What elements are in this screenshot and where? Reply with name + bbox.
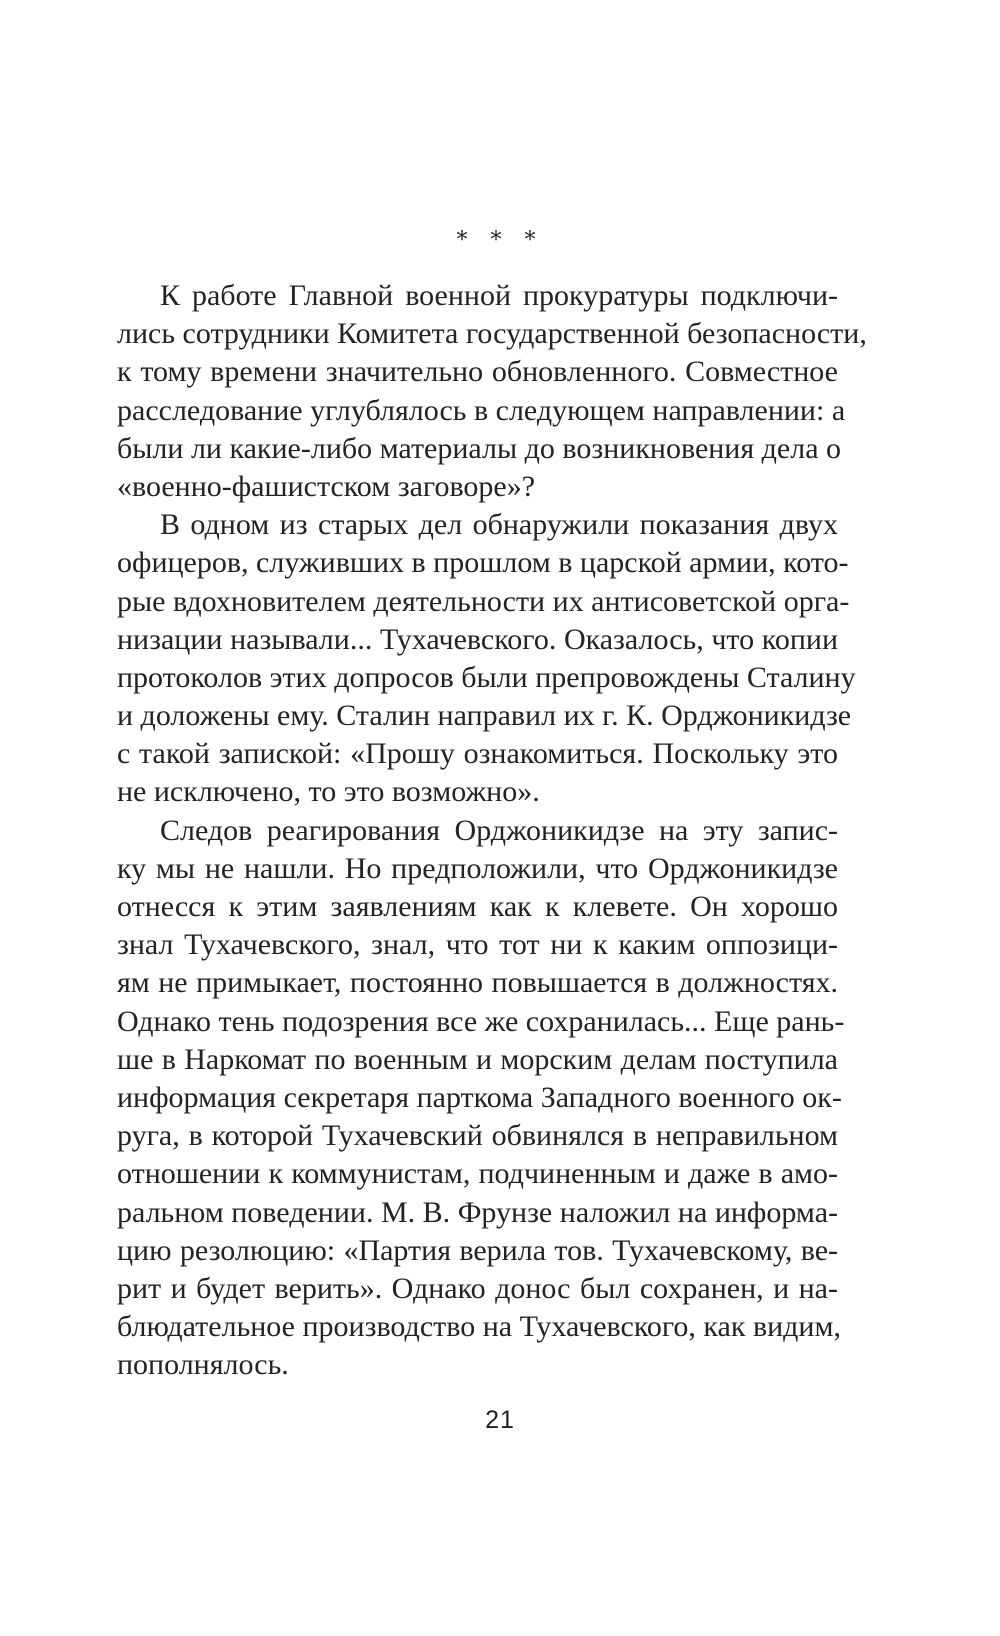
text-line: ку мы не нашли. Но предположили, что Орджоникидзе <box>117 851 838 885</box>
text-line: и доложены ему. Сталин направил их г. К. Орджоникидзе <box>117 699 852 733</box>
text-line: Однако тень подозрения все же сохранилась... Еще рань- <box>117 1004 845 1038</box>
text-line: пополнялось. <box>117 1348 289 1382</box>
text-line: офицеров, служивших в прошлом в царской армии, кото- <box>117 546 849 580</box>
text-line: отнесся к этим заявлениям как к клевете. Он хорошо <box>117 890 838 923</box>
section-separator: * * * <box>456 228 544 253</box>
text-line: рые вдохновителем деятельности их антисоветской орга- <box>117 584 850 618</box>
text-line: ям не примыкает, постоянно повышается в должностях. <box>117 966 838 1000</box>
text-line: информация секретаря парткома Западного военного ок- <box>117 1080 842 1114</box>
text-line: с такой запиской: «Прошу ознакомиться. Поскольку это <box>117 737 838 771</box>
text-line: были ли какие-либо материалы до возникновения дела о <box>117 431 842 465</box>
text-line: В одном из старых дел обнаружили показания двух <box>160 508 838 542</box>
text-line: отношении к коммунистам, подчиненным и даже в амо- <box>117 1157 838 1191</box>
text-line: к тому времени значительно обновленного. Совместное <box>117 355 838 389</box>
text-line: протоколов этих допросов были препровождены Сталину <box>117 660 856 694</box>
text-line: блюдательное производство на Тухачевского, как видим, <box>117 1310 841 1344</box>
text-line: низации называли... Тухачевского. Оказалось, что копии <box>117 622 838 656</box>
body-text <box>117 277 867 1384</box>
paragraph-2 <box>117 506 856 812</box>
text-line: К работе Главной военной прокуратуры подключи- <box>160 279 838 312</box>
text-line: не исключено, то это возможно». <box>117 775 540 809</box>
paragraph-1 <box>117 277 867 506</box>
text-line: знал Тухачевского, знал, что тот ни к каким оппозици- <box>117 928 838 962</box>
text-line: ральном поведении. М. В. Фрунзе наложил на информа- <box>117 1195 838 1229</box>
page-number: 21 <box>485 1406 515 1434</box>
text-line: расследование углублялось в следующем направлении: а <box>117 393 846 427</box>
text-line: Следов реагирования Орджоникидзе на эту запис- <box>160 813 838 847</box>
text-line: цию резолюцию: «Партия верила тов. Тухачевскому, ве- <box>117 1233 838 1267</box>
text-line: руга, в которой Тухачевский обвинялся в неправильном <box>117 1119 838 1153</box>
text-line: рит и будет верить». Однако донос был сохранен, и на- <box>117 1271 838 1305</box>
text-line: «военно-фашистском заговоре»? <box>117 469 536 503</box>
text-line: лись сотрудники Комитета государственной безопасности, <box>117 317 867 351</box>
paragraph-3 <box>117 812 845 1385</box>
text-line: ше в Наркомат по военным и морским делам поступила <box>117 1042 838 1076</box>
